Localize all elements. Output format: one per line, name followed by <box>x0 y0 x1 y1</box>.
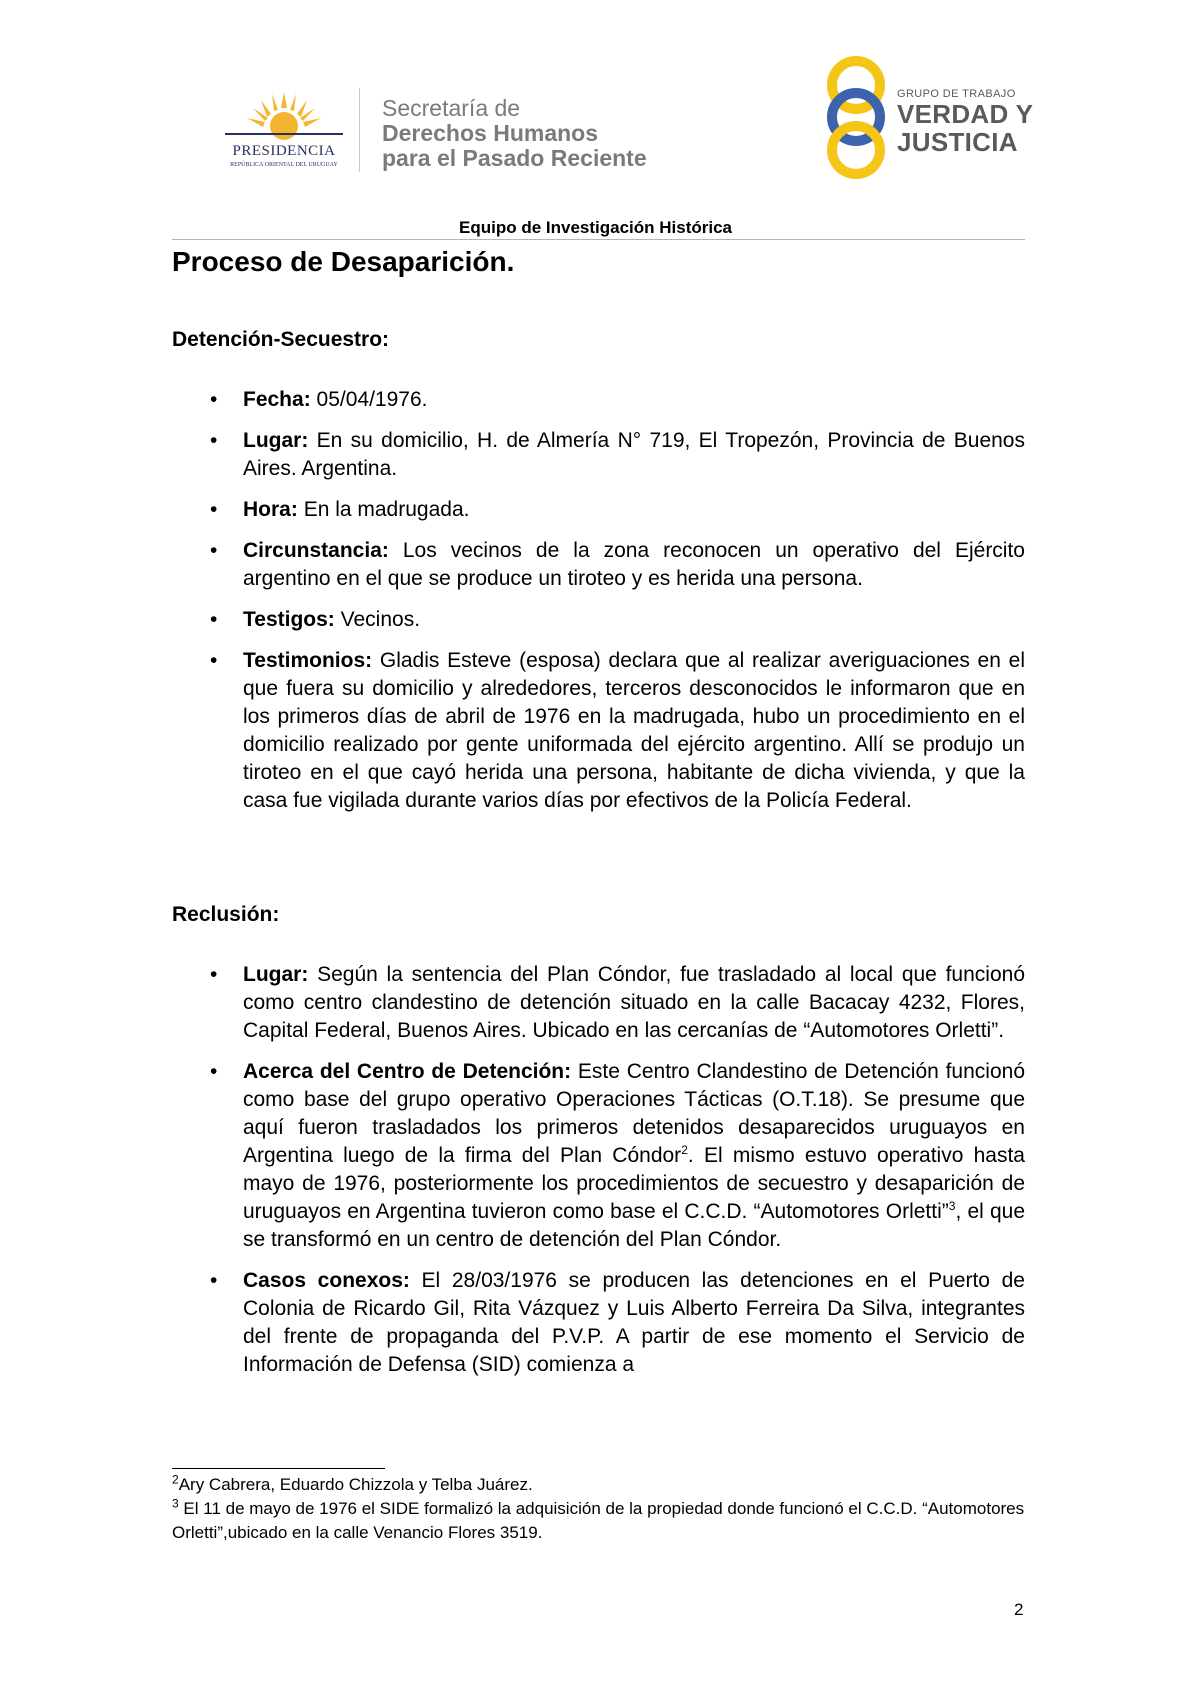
bullet-icon: • <box>210 649 218 672</box>
header-divider <box>359 88 360 172</box>
list-item <box>172 386 1025 414</box>
footnotes <box>172 1473 1025 1545</box>
item-label: Hora: <box>243 498 298 521</box>
list-item <box>172 606 1025 634</box>
item-label: Lugar: <box>243 429 309 452</box>
footnote-mark: 2 <box>172 1472 179 1487</box>
grupo-trabajo-text <box>897 88 1033 156</box>
item-label: Testigos: <box>243 608 335 631</box>
item-text: Vecinos. <box>340 608 421 631</box>
grupo-big-1: VERDAD Y <box>897 99 1034 129</box>
list-item <box>172 961 1025 1045</box>
secretaria-line-1: Secretaría de <box>382 95 521 121</box>
item-label: Casos conexos: <box>243 1269 410 1292</box>
footnote-3 <box>172 1497 1025 1545</box>
footnote-text: Ary Cabrera, Eduardo Chizzola y Telba Juárez. <box>178 1475 533 1494</box>
footnote-ref[interactable]: 3 <box>948 1199 956 1213</box>
footnote-2 <box>172 1473 1025 1497</box>
item-text: Según la sentencia del Plan Cóndor, fue trasladado al local que funcionó como centro clandestino de detención situado en la calle Bacacay 4232, Flores, Capital Federal, Buenos Aires. Ubicado en las cercanías de “Automotores Orletti”. <box>243 963 1025 1042</box>
bullet-icon: • <box>210 608 218 631</box>
item-text: En la madrugada. <box>303 498 470 521</box>
item-label: Lugar: <box>243 963 309 986</box>
republica-label: REPÚBLICA ORIENTAL DEL URUGUAY <box>230 162 338 168</box>
grupo-big-2: JUSTICIA <box>897 127 1018 157</box>
bullet-icon: • <box>210 388 218 411</box>
list-item <box>172 1058 1025 1254</box>
section-heading-reclusion: Reclusión: <box>172 903 280 926</box>
item-text: . El mismo estuvo operativo hasta mayo de 1976, posteriormente los procedimientos de secuestro y desaparición de uruguayos en Argentina tuvieron como base el C.C.D. “Automotores Orletti” <box>243 1144 1025 1223</box>
bullet-icon: • <box>210 429 218 452</box>
list-item <box>172 427 1025 483</box>
list-item <box>172 1267 1025 1379</box>
bullet-icon: • <box>210 1269 218 1292</box>
item-text: En su domicilio, H. de Almería N° 719, El Tropezón, Provincia de Buenos Aires. Argentina. <box>243 429 1025 480</box>
bullet-icon: • <box>210 1060 218 1083</box>
section-heading-detencion: Detención-Secuestro: <box>172 328 390 351</box>
item-text: Los vecinos de la zona reconocen un operativo del Ejército argentino en el que se produce un tiroteo y es herida una persona. <box>243 539 1025 590</box>
verdad-justicia-rings-logo <box>820 55 892 180</box>
list-item <box>172 496 1025 524</box>
item-label: Acerca del Centro de Detención: <box>243 1060 572 1083</box>
secretaria-line-3: para el Pasado Reciente <box>382 145 647 171</box>
secretaria-line-2: Derechos Humanos <box>382 120 599 146</box>
list-item <box>172 647 1025 815</box>
item-label: Circunstancia: <box>243 539 389 562</box>
secretaria-logo-text <box>382 96 647 171</box>
list-item <box>172 537 1025 593</box>
item-text: , el que se transformó en un centro de detención del Plan Cóndor. <box>243 1200 1026 1251</box>
item-text: Este Centro Clandestino de Detención funcionó como base del grupo operativo Operaciones Tácticas (O.T.18). Se presume que aquí fueron trasladados los primeros detenidos desaparecidos uruguayos en Argentina luego de la firma del Plan Cóndor <box>243 1060 1025 1167</box>
header-rule <box>172 239 1025 240</box>
detencion-list <box>172 386 1025 828</box>
bullet-icon: • <box>210 539 218 562</box>
page-title: Proceso de Desaparición. <box>172 246 515 277</box>
page-number: 2 <box>1014 1600 1024 1619</box>
grupo-small: GRUPO DE TRABAJO <box>897 88 1016 100</box>
equipo-heading: Equipo de Investigación Histórica <box>459 218 732 237</box>
item-text: El 28/03/1976 se producen las detenciones en el Puerto de Colonia de Ricardo Gil, Rita Vázquez y Luis Alberto Ferreira Da Silva, integrantes del frente de propaganda del P.V.P. A partir de ese momento el Servicio de Información de Defensa (SID) comienza a <box>243 1269 1025 1376</box>
footnote-divider <box>172 1468 385 1469</box>
presidencia-label: PRESIDENCIA <box>232 143 336 159</box>
footnote-mark: 3 <box>172 1496 179 1511</box>
footnote-ref[interactable]: 2 <box>681 1143 688 1157</box>
bullet-icon: • <box>210 963 218 986</box>
bullet-icon: • <box>210 498 218 521</box>
item-text: Gladis Esteve (esposa) declara que al realizar averiguaciones en el que fuera su domicilio y alrededores, terceros desconocidos le informaron que en los primeros días de abril de 1976 en la madrugada, hubo un procedimiento en el domicilio realizado por gente uniformada del ejército argentino. Allí se produjo un tiroteo en el que cayó herida una persona, habitante de dicha vivienda, y que la casa fue vigilada durante varios días por efectivos de la Policía Federal. <box>243 649 1025 812</box>
item-text: 05/04/1976. <box>316 388 428 411</box>
reclusion-list <box>172 961 1025 1392</box>
item-label: Testimonios: <box>243 649 373 672</box>
footnote-text: El 11 de mayo de 1976 el SIDE formalizó la adquisición de la propiedad donde funcionó el C.C.D. “Automotores Orletti”,ubicado en la calle Venancio Flores 3519. <box>172 1499 1025 1542</box>
item-label: Fecha: <box>243 388 311 411</box>
